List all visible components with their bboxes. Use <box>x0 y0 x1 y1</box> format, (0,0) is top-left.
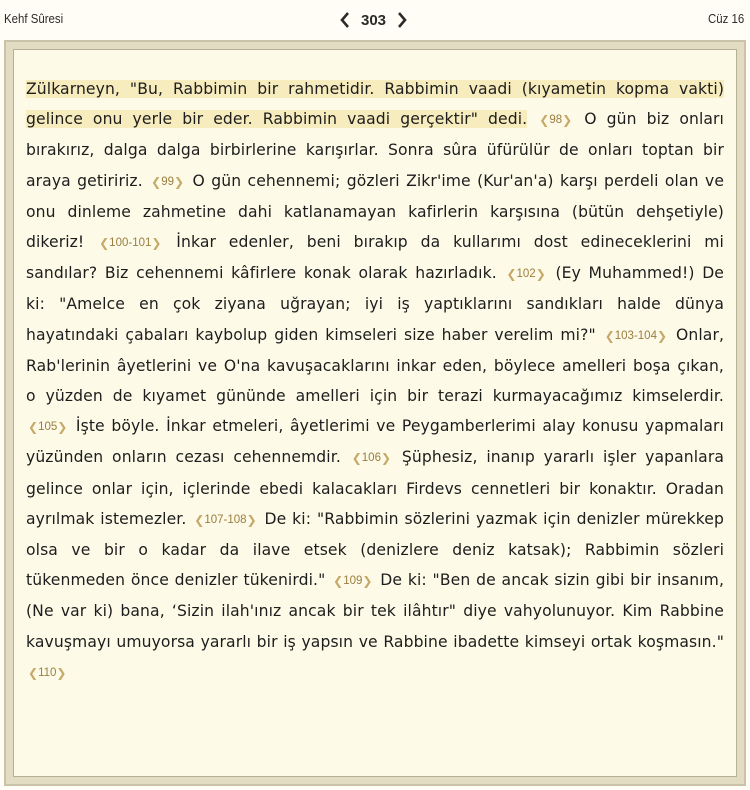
page-navigator <box>339 8 408 32</box>
ayah-ornament-right-icon: ❯ <box>174 174 185 189</box>
ayah-ornament-left-icon: ❮ <box>28 665 39 680</box>
ayah-number: 106 <box>361 452 381 465</box>
ayah-ornament-left-icon: ❮ <box>194 512 205 527</box>
verse-text: Zülkarneyn, "Bu, Rabbimin bir rahmetidir. Rabbimin vaadi (kıyametin kopma vakti) gelince onu yerle bir eder. Rabbimin vaadi gerçektir" dedi. <box>26 80 724 129</box>
ayah-marker[interactable] <box>333 566 372 596</box>
ayah-marker[interactable] <box>352 443 391 473</box>
verse-text: (Ey Muhammed!) De ki: "Amelce en çok ziyana uğrayan; iyi iş yaptıklarını sandıkları halde dünya hayatındaki çabaları kaybolup giden kimseleri size haber verelim mi?" <box>26 264 725 344</box>
ayah-number: 109 <box>343 575 363 588</box>
ayah-ornament-left-icon: ❮ <box>539 113 550 128</box>
ayah-marker[interactable] <box>539 105 572 135</box>
ayah-marker[interactable] <box>28 412 67 442</box>
top-bar <box>0 0 750 42</box>
verse-text: İnkar edenler, beni bırakıp da kullarımı dost edineceklerini mi sandılar? Biz cehennemi kâfirlere konak olarak hazırladık. <box>26 233 724 283</box>
ayah-marker[interactable] <box>28 658 66 688</box>
ayah-marker[interactable] <box>99 228 161 258</box>
ayah-number: 105 <box>38 421 58 434</box>
verse-text: O gün cehennemi; gözleri Zikr'ime (Kur'an'a) karşı perdeli olan ve onu dinleme zahmetine dahi katlanamayan kafirlerin karşısına (bütün dehşetiyle) dikeriz! <box>26 171 725 252</box>
ayah-number: 98 <box>549 114 563 127</box>
ayah-number: 102 <box>516 268 536 281</box>
ayah-ornament-right-icon: ❯ <box>562 113 573 128</box>
ayah-number: 99 <box>161 175 175 188</box>
page-number: 303 <box>361 11 387 29</box>
ayah-ornament-right-icon: ❯ <box>362 574 373 589</box>
ayah-marker[interactable] <box>151 167 184 197</box>
verse-text: Şüphesiz, inanıp yararlı işler yapanlara gelince onlar için, içlerinde ebedi kalacakları Firdevs cennetleri bir konaktır. Oradan ayrılmak istemezler. <box>26 448 724 528</box>
ayah-ornament-right-icon: ❯ <box>151 236 162 251</box>
ayah-number: 110 <box>38 666 57 679</box>
chevron-left-icon[interactable] <box>339 11 351 29</box>
juz-label: Cüz 16 <box>707 11 744 26</box>
ayah-ornament-right-icon: ❯ <box>535 267 546 282</box>
ayah-ornament-right-icon: ❯ <box>656 328 668 343</box>
ayah-ornament-left-icon: ❮ <box>333 574 344 589</box>
ayah-number: 107-108 <box>204 513 247 526</box>
ayah-ornament-left-icon: ❮ <box>506 267 517 282</box>
ayah-ornament-left-icon: ❮ <box>28 420 39 435</box>
ayah-marker[interactable] <box>194 505 256 535</box>
ayah-marker[interactable] <box>506 259 545 289</box>
ayah-ornament-right-icon: ❯ <box>380 451 392 466</box>
verse-text: De ki: "Rabbimin sözlerini yazmak için denizler mürekkep olsa ve bir o kadar da ilave etsek (denizlere deniz katsak); Rabbimin sözleri tükenmeden önce denizler tükenirdi." <box>26 509 725 590</box>
ayah-ornament-right-icon: ❯ <box>246 512 257 527</box>
page-frame <box>4 40 746 786</box>
verse-text: Onlar, Rab'lerinin âyetlerini ve O'na kavuşacaklarını inkar eden, böylece amelleri boşa çıkan, o yüzden de kıyamet gününde amelleri için bir terazi kurmayacağımız kimselerdir. <box>26 325 725 406</box>
chevron-right-icon[interactable] <box>396 11 408 29</box>
sura-title: Kehf Sûresi <box>4 11 64 26</box>
ayah-number: 103-104 <box>614 329 657 342</box>
ayah-ornament-left-icon: ❮ <box>151 174 162 189</box>
ayah-number: 100-101 <box>109 237 152 250</box>
ayah-ornament-left-icon: ❮ <box>99 236 110 251</box>
ayah-ornament-left-icon: ❮ <box>351 451 362 466</box>
verse-text: O gün biz onları bırakırız, dalga dalga birbirlerine karışırlar. Sonra sûra üfürülür de onları toptan bir araya getiririz. <box>26 110 724 190</box>
ayah-ornament-right-icon: ❯ <box>56 665 67 680</box>
translation-text <box>26 74 724 688</box>
ayah-ornament-left-icon: ❮ <box>604 328 615 343</box>
ayah-ornament-right-icon: ❯ <box>57 420 68 435</box>
verse-text: İşte böyle. İnkar etmeleri, âyetlerimi ve Peygamberlerimi alay konusu yapmaları yüzünden onların cezası cehennemdir. <box>26 417 724 467</box>
ayah-marker[interactable] <box>605 321 667 351</box>
verse-text: De ki: "Ben de ancak sizin gibi bir insanım, (Ne var ki) bana, ‘Sizin ilah'ınız ancak bir tek ilâhtır" diye vahyolunuyor. Kim Rabbine kavuşmayı umuyorsa yararlı bir iş yapsın ve Rabbine ibadette kimseyi ortak koşmasın." <box>26 571 725 651</box>
